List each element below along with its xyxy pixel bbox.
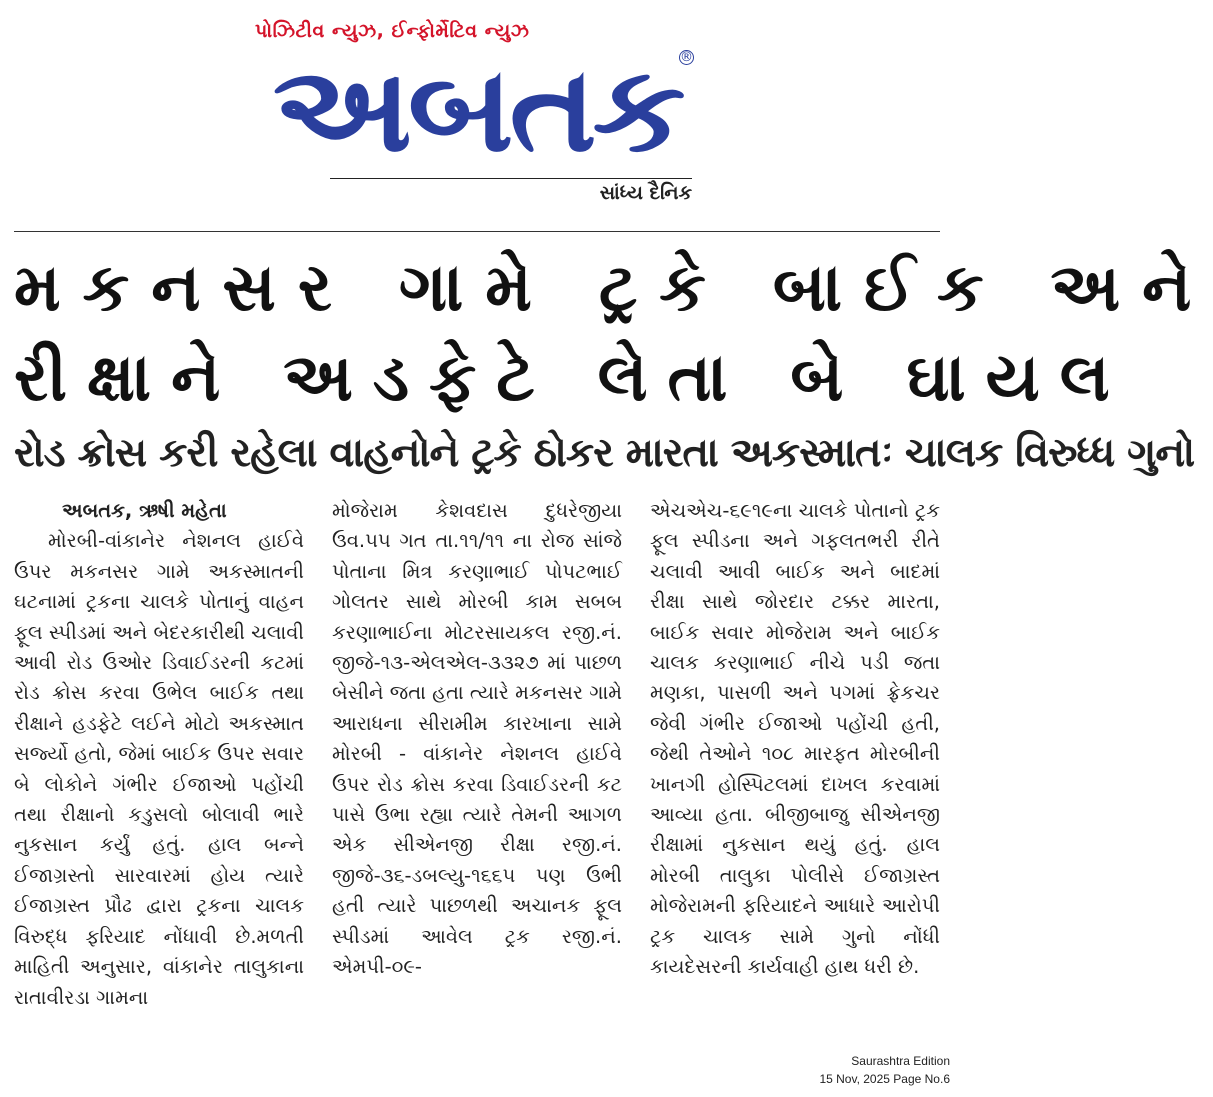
subheadline: રોડ ક્રોસ કરી રહેલા વાહનોને ટ્રકે ઠોકર મારતા અકસ્માતઃ ચાલક વિરુધ્ધ ગુનો [14, 430, 1195, 476]
edition-name: Saurashtra Edition [851, 1054, 950, 1068]
column-1-text: મોરબી-વાંકાનેર નેશનલ હાઈવે ઉપર મકનસર ગામે અકસ્માતની ઘટનામાં ટ્રકના ચાલકે પોતાનું વાહન ફૂલ સ્પીડમાં અને બેદરકારીથી ચલાવી આવી રોડ ઉઓર ડિવાઈડરની કટમાં રોડ ક્રોસ કરવા ઉભેલ બાઈક તથા રીક્ષાને હડફેટે લઈને મોટો અકસ્માત સર્જ્યો હતો, જેમાં બાઈક ઉપર સવાર બે લોકોને ગંભીર ઈજાઓ પહોંચી તથા રીક્ષાનો કડુસલો બોલાવી ભારે નુકસાન કર્યું હતું. હાલ બન્ને ઈજાગ્રસ્તો સારવારમાં હોય ત્યારે ઈજાગ્રસ્ત પ્રૌઢ દ્વારા ટ્રકના ચાલક વિરુદ્ધ ફરિયાદ નોંધાવી છે.મળતી માહિતી અનુસાર, વાંકાનેર તાલુકાના રાતાવીરડા ગામના [14, 529, 304, 1009]
date-page: 15 Nov, 2025 Page No.6 [819, 1072, 950, 1086]
header-rule [14, 231, 940, 232]
article-column-1 [14, 496, 304, 1013]
article-column-2 [332, 496, 622, 983]
byline: અબતક, ઋષી મહેતા [62, 499, 227, 522]
column-2-text: મોજેરામ કેશવદાસ દુધરેજીયા ઉવ.૫૫ ગત તા.૧૧/૧૧ ના રોજ સાંજે પોતાના મિત્ર કરણાભાઈ પોપટભાઈ ગોલતર સાથે મોરબી કામ સબબ કરણાભાઈના મોટરસાયકલ રજી.નં. જીજે-૧૩-એલએલ-૩૩૨૭ માં પાછળ બેસીને જતા હતા ત્યારે મકનસર ગામે આરાધના સીરામીમ કારખાના સામે મોરબી - વાંકાનેર નેશનલ હાઈવે ઉપર રોડ ક્રોસ કરવા ડિવાઈડરની કટ પાસે ઉભા રહ્યા ત્યારે તેમની આગળ એક સીએનજી રીક્ષા રજી.નં. જીજે-૩૬-ડબલ્યુ-૧૬૬૫ પણ ઉભી હતી ત્યારે પાછળથી અચાનક ફૂલ સ્પીડમાં આવેલ ટ્રક રજી.નં. એમપી-૦૯- [332, 499, 622, 979]
newspaper-logo [252, 40, 702, 178]
registered-mark: ® [680, 50, 693, 65]
masthead-divider [330, 178, 692, 179]
masthead-tagline: પોઝિટીવ ન્યુઝ, ઈન્ફોર્મેટિવ ન્યુઝ [255, 20, 530, 42]
logo-text: અબતક [272, 40, 682, 178]
headline-line-1: મકનસર ગામે ટ્રકે બાઈક અને [14, 249, 1213, 326]
page-footer [819, 1052, 950, 1088]
column-3-text: એચએચ-૬૯૧૯ના ચાલકે પોતાનો ટ્રક ફૂલ સ્પીડના અને ગફલતભરી રીતે ચલાવી આવી બાઈક અને બાદમાં રીક્ષા સાથે જોરદાર ટક્કર મારતા, બાઈક સવાર મોજેરામ અને બાઈક ચાલક કરણાભાઈ નીચે પડી જતા મણકા, પાસળી અને પગમાં ફ્રેકચર જેવી ગંભીર ઈજાઓ પહોંચી હતી, જેથી તેઓને ૧૦૮ મારફત મોરબીની ખાનગી હોસ્પિટલમાં દાખલ કરવામાં આવ્યા હતા. બીજીબાજુ સીએનજી રીક્ષામાં નુકસાન થયું હતું. હાલ મોરબી તાલુકા પોલીસે ઈજાગ્રસ્ત મોજેરામની ફરિયાદને આધારે આરોપી ટ્રક ચાલક સામે ગુનો નોંધી કાયદેસરની કાર્યવાહી હાથ ધરી છે. [650, 499, 940, 979]
masthead [250, 18, 710, 208]
article-column-3 [650, 496, 940, 983]
edition-label: સાંધ્ય દૈનિક [599, 182, 692, 204]
headline-line-2: રીક્ષાને અડફેટે લેતા બે ઘાયલ [14, 339, 1130, 416]
